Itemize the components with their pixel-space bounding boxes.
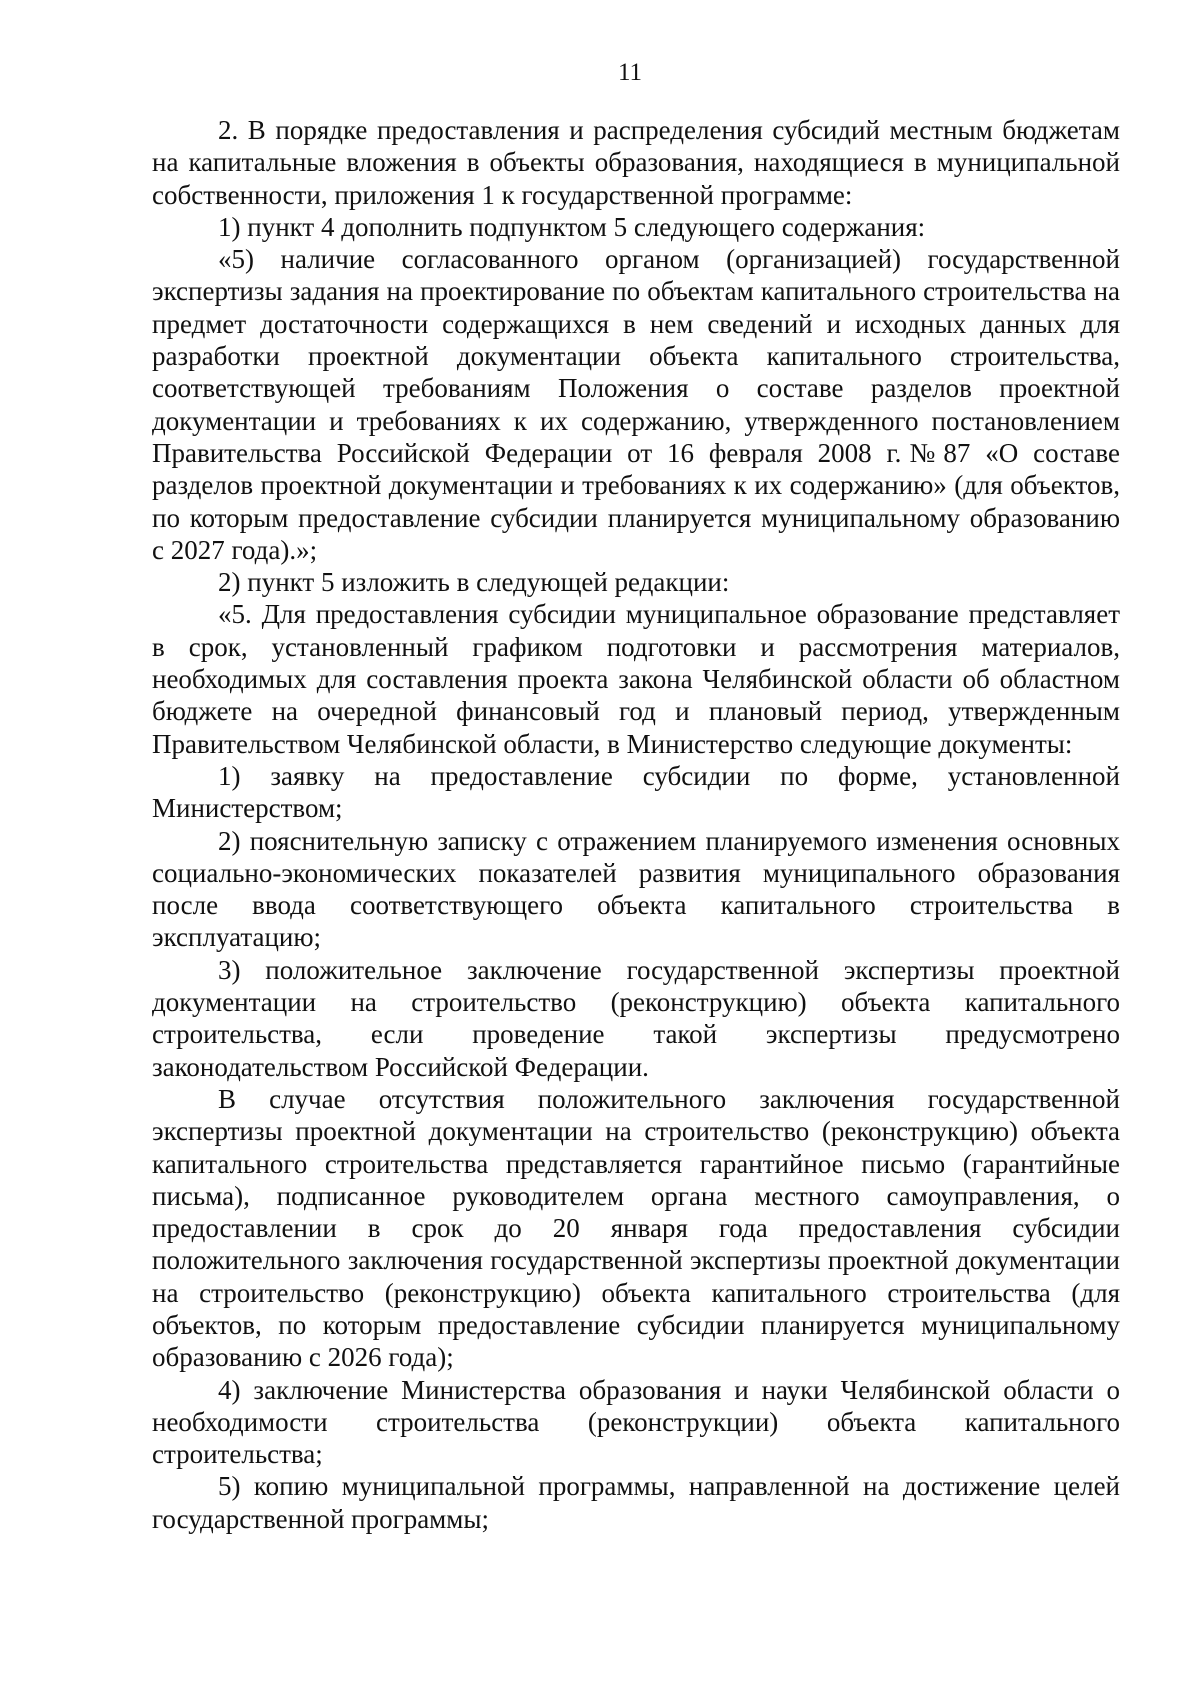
paragraph-document-5: 5) копию муниципальной программы, направленной на достижение целей государственной программы; [152,1471,1120,1534]
paragraph-subitem-5-text: «5) наличие согласованного органом (организацией) государственной экспертизы задания на проектирование по объектам капитального строительства на предмет достаточности содержащихся в нем сведений и исходных данных для разработки проектной документации объекта капитального строительства, соответствующей требованиям Положения о составе разделов проектной документации и требованиях к их содержанию, утвержденного постановлением Правительства Российской Федерации от 16 февраля 2008 г.№87 «О составе разделов проектной документации и требованиях к их содержанию» (для объектов, по которым предоставление субсидии планируется муниципальному образованию с 2027 года).»; [152,244,1120,565]
paragraph-guarantee-letter: В случае отсутствия положительного заключения государственной экспертизы проектной документации на строительство (реконструкцию) объекта капитального строительства представляется гарантийное письмо (гарантийные письма), подписанное руководителем органа местного самоуправления, о предоставлении в срок до 20 января года предоставления субсидии положительного заключения государственной экспертизы проектной документации на строительство (реконструкцию) объекта капитального строительства (для объектов, по которым предоставление субсидии планируется муниципальному образованию с 2026 года); [152,1083,1120,1373]
page-number: 11 [617,59,643,86]
document-body [152,114,1120,1535]
paragraph-point-5-text: «5. Для предоставления субсидии муниципальное образование представляет в срок, установленный графиком подготовки и рассмотрения материалов, необходимых для составления проекта закона Челябинской области об областном бюджете на очередной финансовый год и плановый период, утвержденным Правительством Челябинской области, в Министерство следующие документы: [152,599,1120,759]
paragraph-section-2-intro: 2. В порядке предоставления и распределения субсидий местным бюджетам на капитальные вложения в объекты образования, находящиеся в муниципальной собственности, приложения 1 к государственной программе: [152,115,1120,210]
paragraph-document-2: 2) пояснительную записку с отражением планируемого изменения основных социально-экономических показателей развития муниципального образования после ввода соответствующего объекта капитального строительства в эксплуатацию; [152,825,1120,953]
paragraph-document-4: 4) заключение Министерства образования и науки Челябинской области о необходимости строительства (реконструкции) объекта капитального строительства; [152,1374,1120,1470]
paragraph-item-1: 1) пункт 4 дополнить подпунктом 5 следующего содержания: [218,211,926,242]
paragraph-document-1: 1) заявку на предоставление субсидии по форме, установленной Министерством; [152,760,1120,824]
paragraph-document-3: 3) положительное заключение государственной экспертизы проектной документации на строительство (реконструкцию) объекта капитального строительства, если проведение такой экспертизы предусмотрено законодательством Российской Федерации. [152,954,1120,1082]
paragraph-item-2: 2) пункт 5 изложить в следующей редакции: [218,567,730,598]
